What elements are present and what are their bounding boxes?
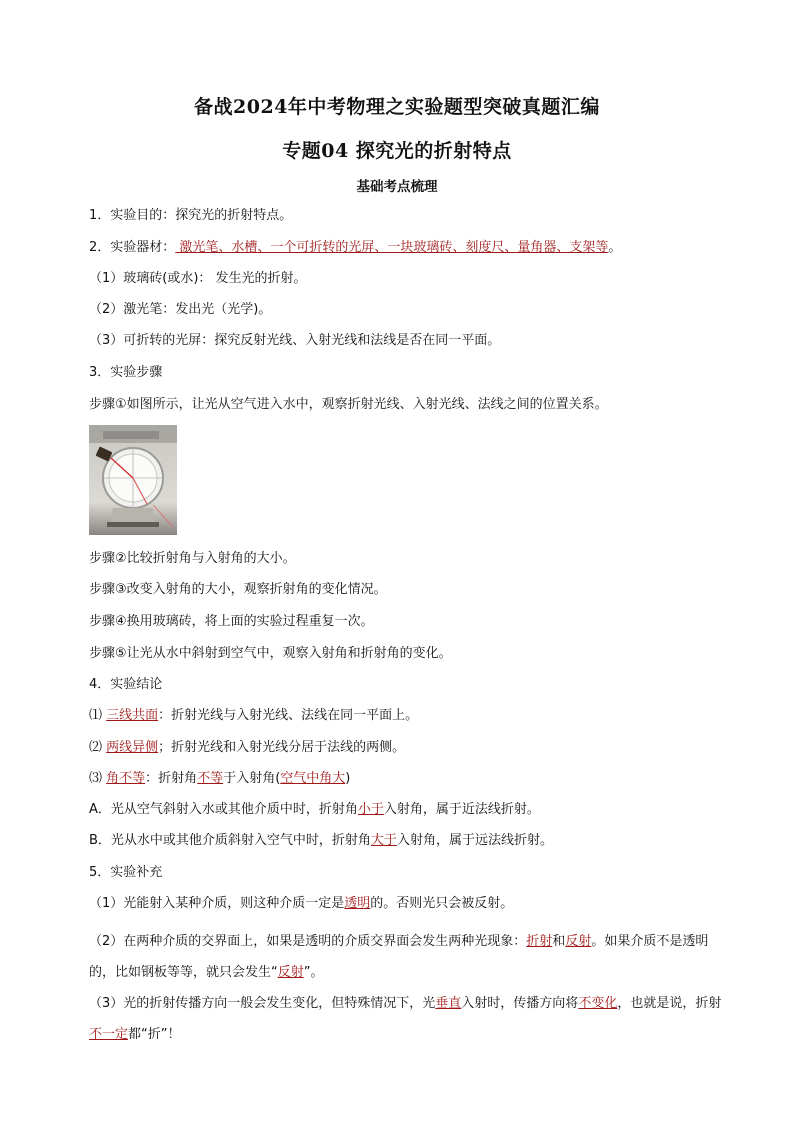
supplement-3-mid1: 入射时，传播方向将	[461, 996, 579, 1011]
conclusion-3-num: ⑶	[89, 771, 107, 786]
supplement-2-prefix: （2）在两种介质的交界面上，如果是透明的介质交界面会发生两种光现象：	[89, 934, 527, 949]
main-title: 备战2024年中考物理之实验题型突破真题汇编	[194, 96, 600, 118]
conclusion-3-mid1: ：折射角	[145, 771, 198, 786]
step-3: 步骤③改变入射角的大小，观察折射角的变化情况。	[89, 582, 387, 597]
subtitle: 专题04 探究光的折射特点	[282, 140, 512, 162]
step-2: 步骤②比较折射角与入射角的大小。	[89, 551, 296, 566]
equipment-label: 2．实验器材：	[89, 240, 176, 255]
conclusion-a-prefix: A．光从空气斜射入水或其他介质中时，折射角	[89, 802, 358, 817]
conclusion-b-rest: 入射角，属于远法线折射。	[396, 833, 553, 848]
conclusion-a-key: 小于	[357, 802, 384, 817]
supplement-3-end: 都“折”！	[128, 1027, 181, 1042]
conclusion-a	[89, 801, 734, 819]
conclusion-a-rest: 入射角，属于近法线折射。	[383, 802, 540, 817]
supplement-3-prefix: （3）光的折射传播方向一般会发生变化，但特殊情况下，光	[89, 996, 436, 1011]
section-heading: 基础考点梳理	[356, 179, 438, 195]
equipment-list: 激光笔、水槽、一个可折转的光屏、一块玻璃砖、刻度尺、量角器、支架等	[175, 240, 609, 255]
conclusion-3-key2: 不等	[197, 771, 224, 786]
supplement-heading: 5．实验补充	[89, 865, 163, 880]
supplement-2-key2: 反射	[565, 934, 592, 949]
supplement-3-key3: 不一定	[89, 1027, 129, 1042]
step-1: 步骤①如图所示，让光从空气进入水中，观察折射光线、入射光线、法线之间的位置关系。	[89, 397, 608, 412]
conclusion-3-mid2: 于入射角(	[223, 771, 281, 786]
supplement-1-prefix: （1）光能射入某种介质，则这种介质一定是	[89, 896, 345, 911]
equipment-line	[89, 239, 734, 257]
step-4: 步骤④换用玻璃砖，将上面的实验过程重复一次。	[89, 614, 374, 629]
conclusion-1-num: ⑴	[89, 708, 107, 723]
conclusion-b-prefix: B．光从水中或其他介质斜射入空气中时，折射角	[89, 833, 371, 848]
conclusion-1	[89, 707, 734, 725]
experiment-photo	[89, 425, 177, 535]
conclusion-2-rest: ；折射光线和入射光线分居于法线的两侧。	[158, 740, 406, 755]
conclusion-3-key3: 空气中角大	[280, 771, 346, 786]
conclusion-2	[89, 739, 734, 757]
conclusion-3-end: )	[345, 771, 351, 786]
step-5: 步骤⑤让光从水中斜射到空气中，观察入射角和折射角的变化。	[89, 646, 452, 661]
supplement-3-key1: 垂直	[435, 996, 462, 1011]
supplement-3	[89, 988, 734, 1050]
conclusion-2-num: ⑵	[89, 740, 107, 755]
conclusion-1-rest: ：折射光线与入射光线、法线在同一平面上。	[158, 708, 419, 723]
conclusion-2-key: 两线异侧	[106, 740, 159, 755]
supplement-2	[89, 926, 734, 988]
equipment-item-screen: （3）可折转的光屏：探究反射光线、入射光线和法线是否在同一平面。	[89, 333, 501, 348]
supplement-3-mid2: ，也就是说，折射	[617, 996, 722, 1011]
conclusion-heading: 4．实验结论	[89, 677, 163, 692]
conclusion-3-key: 角不等	[106, 771, 146, 786]
steps-heading: 3．实验步骤	[89, 365, 163, 380]
supplement-1-key: 透明	[344, 896, 371, 911]
conclusion-1-key: 三线共面	[106, 708, 159, 723]
conclusion-b	[89, 832, 734, 850]
conclusion-b-key: 大于	[370, 833, 397, 848]
equipment-item-glass: （1）玻璃砖(或水)： 发生光的折射。	[89, 271, 307, 286]
supplement-2-key1: 折射	[526, 934, 553, 949]
equipment-item-laser: （2）激光笔：发出光（光学)。	[89, 302, 272, 317]
supplement-3-key2: 不变化	[578, 996, 618, 1011]
purpose-line: 1．实验目的：探究光的折射特点。	[89, 208, 293, 223]
equipment-end: 。	[608, 240, 622, 255]
supplement-2-end: ”。	[303, 965, 324, 980]
supplement-1-rest: 的。否则光只会被反射。	[370, 896, 514, 911]
conclusion-3	[89, 770, 734, 788]
supplement-2-key3: 反射	[277, 965, 304, 980]
supplement-2-and: 和	[552, 934, 566, 949]
supplement-1	[89, 895, 734, 913]
supplement-2-mid: 。如果介质不是透明的，比如钢板等等，就只会发生“	[89, 934, 709, 980]
